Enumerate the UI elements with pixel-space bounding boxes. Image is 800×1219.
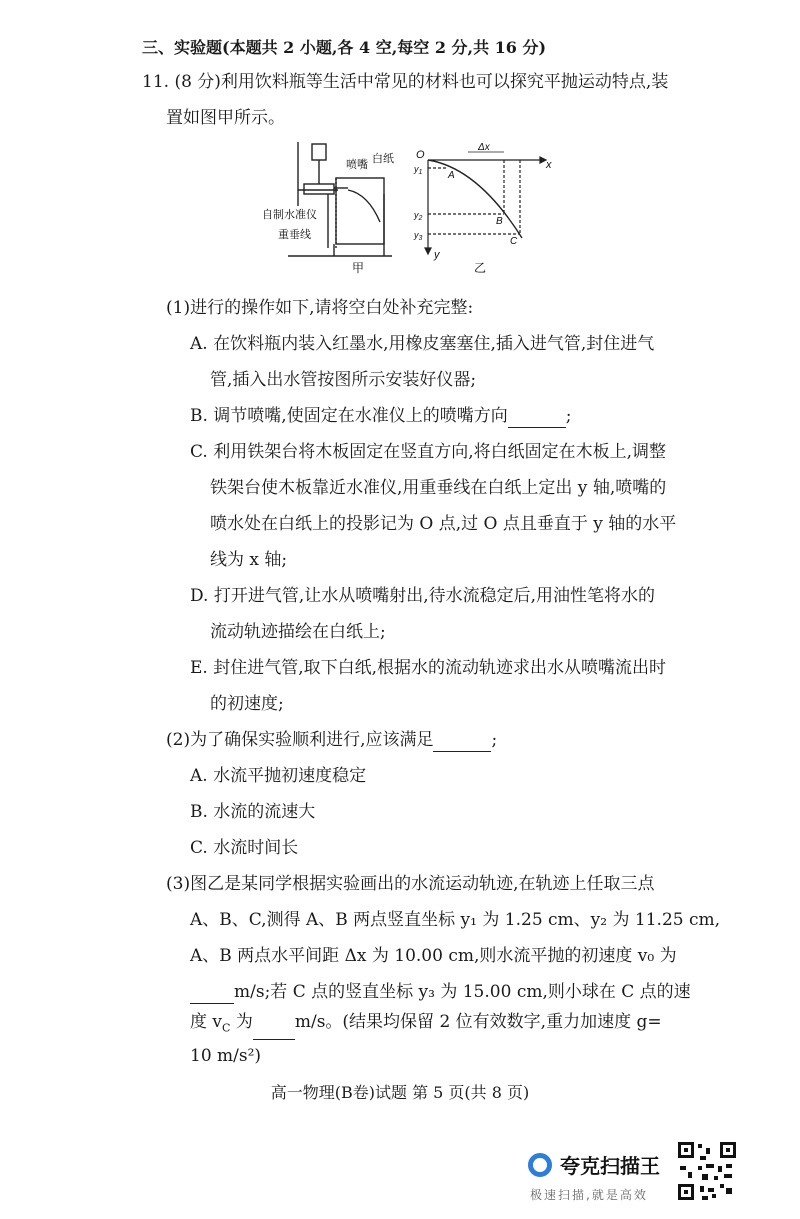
part3-line1: (3)图乙是某同学根据实验画出的水流运动轨迹,在轨迹上任取三点 bbox=[166, 874, 655, 894]
part2-intro: (2)为了确保实验顺利进行,应该满足 bbox=[166, 730, 434, 750]
y1-label: $y_1$ bbox=[414, 164, 423, 176]
answer-blank-3[interactable] bbox=[190, 985, 234, 1004]
axis-x-label: x bbox=[546, 159, 552, 171]
point-a-label: A bbox=[448, 170, 455, 181]
part3-line4: m/s;若 C 点的竖直坐标 y₃ 为 15.00 cm,则小球在 C 点的速 bbox=[190, 980, 691, 1004]
part2-option-b: B. 水流的流速大 bbox=[190, 802, 316, 822]
experiment-figure bbox=[262, 138, 558, 278]
answer-blank-4[interactable] bbox=[253, 1021, 295, 1040]
part1-a-line1: A. 在饮料瓶内装入红墨水,用橡皮塞塞住,插入进气管,封住进气 bbox=[190, 334, 655, 354]
quark-logo-icon bbox=[528, 1153, 552, 1177]
part2-intro-line: (2)为了确保实验顺利进行,应该满足 ; bbox=[166, 730, 498, 750]
caption-jia: 甲 bbox=[352, 261, 365, 275]
section-header: 三、实验题(本题共 2 小题,各 4 空,每空 2 分,共 16 分) bbox=[142, 38, 547, 57]
y2-label: $y_2$ bbox=[414, 210, 423, 222]
part1-c-line4: 线为 x 轴; bbox=[210, 550, 288, 570]
page-footer: 高一物理(B卷)试题 第 5 页(共 8 页) bbox=[270, 1083, 530, 1102]
axis-y-label: y bbox=[434, 249, 440, 261]
trajectory-graph bbox=[425, 152, 546, 254]
part3-line3: A、B 两点水平间距 Δx 为 10.00 cm,则水流平抛的初速度 v₀ 为 bbox=[190, 946, 677, 966]
part3-line6: 10 m/s²) bbox=[190, 1046, 262, 1066]
scanner-watermark bbox=[528, 1150, 660, 1179]
scanner-subtitle: 极速扫描,就是高效 bbox=[530, 1188, 648, 1202]
scanner-title: 夸克扫描王 bbox=[560, 1154, 660, 1178]
delta-x-label: Δx bbox=[478, 142, 490, 153]
part1-b-line: B. 调节喷嘴,使固定在水准仪上的喷嘴方向 ; bbox=[190, 406, 572, 426]
part3-line5: 度 $v_C$ 为 m/s。(结果均保留 2 位有效数字,重力加速度 g= bbox=[190, 1010, 662, 1040]
label-white-paper: 白纸 bbox=[372, 153, 394, 165]
part1-a-line2: 管,插入出水管按图所示安装好仪器; bbox=[210, 370, 477, 390]
part1-d-line2: 流动轨迹描绘在白纸上; bbox=[210, 622, 386, 642]
answer-blank-2[interactable] bbox=[433, 733, 491, 752]
part1-c-line3: 喷水处在白纸上的投影记为 O 点,过 O 点且垂直于 y 轴的水平 bbox=[210, 514, 677, 534]
qr-code-icon bbox=[676, 1140, 738, 1202]
label-water-level: 自制水准仪 bbox=[262, 209, 317, 221]
point-b-label: B bbox=[496, 216, 503, 227]
point-c-label: C bbox=[510, 236, 518, 247]
question-11-line1: 11. (8 分)利用饮料瓶等生活中常见的材料也可以探究平抛运动特点,装 bbox=[142, 72, 669, 92]
part1-b-text: B. 调节喷嘴,使固定在水准仪上的喷嘴方向 bbox=[190, 406, 508, 426]
part1-c-line2: 铁架台使木板靠近水准仪,用重垂线在白纸上定出 y 轴,喷嘴的 bbox=[210, 478, 667, 498]
part3-line2: A、B、C,测得 A、B 两点竖直坐标 y₁ 为 1.25 cm、y₂ 为 11.25 cm, bbox=[190, 910, 721, 930]
label-plumb-line: 重垂线 bbox=[278, 229, 311, 241]
question-11-line2: 置如图甲所示。 bbox=[166, 108, 285, 128]
caption-yi: 乙 bbox=[474, 261, 487, 275]
part2-option-a: A. 水流平抛初速度稳定 bbox=[190, 766, 367, 786]
part2-option-c: C. 水流时间长 bbox=[190, 838, 299, 858]
part1-e-line1: E. 封住进气管,取下白纸,根据水的流动轨迹求出水从喷嘴流出时 bbox=[190, 658, 667, 678]
part1-d-line1: D. 打开进气管,让水从喷嘴射出,待水流稳定后,用油性笔将水的 bbox=[190, 586, 656, 606]
part1-intro: (1)进行的操作如下,请将空白处补充完整: bbox=[166, 298, 474, 318]
part1-e-line2: 的初速度; bbox=[210, 694, 284, 714]
part1-c-line1: C. 利用铁架台将木板固定在竖直方向,将白纸固定在木板上,调整 bbox=[190, 442, 667, 462]
y3-label: $y_3$ bbox=[414, 230, 423, 242]
answer-blank-1[interactable] bbox=[508, 409, 566, 428]
label-nozzle: 喷嘴 bbox=[346, 159, 368, 171]
axis-origin-label: O bbox=[416, 149, 425, 161]
